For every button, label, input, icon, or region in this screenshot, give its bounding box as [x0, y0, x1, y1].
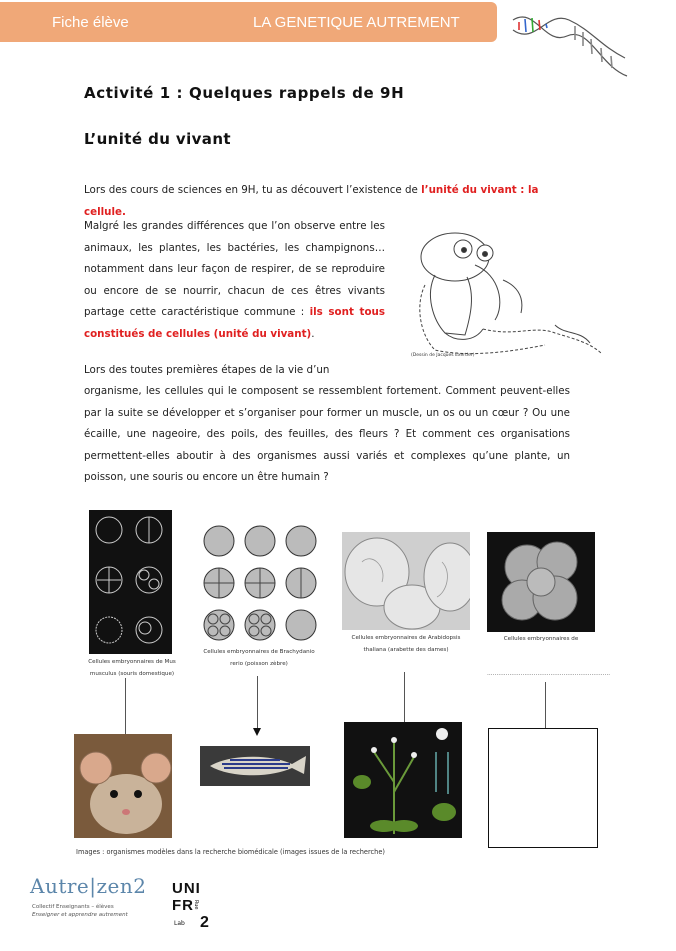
header-right-title: LA GENETIQUE AUTREMENT [253, 14, 460, 31]
cell-cartoon-illustration [405, 225, 605, 360]
header-banner [0, 2, 497, 42]
unknown-embryo-blank: ………………………………………………………… [487, 671, 611, 677]
fish-arrow-icon [253, 728, 261, 736]
unknown-connector-line [545, 682, 546, 734]
mouse-photo [74, 734, 172, 838]
header-left-label: Fiche élève [52, 14, 129, 31]
development-paragraph: organisme, les cellules qui le composent se ressemblent fortement. Comment peuvent-elles par la suite se développer et s’organiser pour former un muscle, un os ou un cœur ? Ou une écaille, une nageoire, des poils, des feuilles, des fleurs ? Et comment ces organisations permettent-elles aboutir à des organismes aussi variés et complexes qu’une plante, un poisson, une souris ou encore un être humain ? [84, 385, 570, 483]
empty-organism-box [488, 728, 598, 848]
fish-embryo-caption: Cellules embryonnaires de Brachydanio rerio (poisson zèbre) [203, 649, 315, 667]
intro-text: Lors des cours de sciences en 9H, tu as découvert l’existence de [84, 184, 422, 196]
autre-logo-text: Autre|zen2 [30, 874, 147, 898]
intro-highlight: l’unité du vivant : la cellule. [84, 184, 539, 218]
plant-connector-line [404, 672, 405, 722]
unifr-rue: Rue [193, 900, 199, 910]
diversity-highlight: ils sont tous constitués de cellules (unité du vivant) [84, 306, 385, 340]
unifr-lab: Lab [174, 920, 185, 927]
unifr-two: 2 [200, 914, 209, 931]
mouse-embryo-cells-image [89, 510, 172, 654]
unifr-line1: UNI [172, 880, 201, 897]
autre-logo-sub2: Enseigner et apprendre autrement [32, 912, 128, 918]
plant-embryo-cells-image [342, 532, 470, 630]
diversity-text: Malgré les grandes différences que l’on observe entre les animaux, les plantes, les bactéries, les champignons… notamment dans leur façon de respirer, de se reproduire ou encore de se nourrir, chacun de ces êtres vivants partage cette caractéristique commune : [84, 220, 385, 318]
cartoon-credit: (Dessin de Jacques Exertier) [411, 353, 475, 358]
activity-title: Activité 1 : Quelques rappels de 9H [84, 84, 405, 102]
unknown-embryo-cells-image [487, 532, 595, 632]
unifr-rue-lab-logo [172, 880, 232, 936]
zebrafish-photo [200, 746, 310, 786]
mouse-connector-line [125, 678, 126, 734]
diversity-end: . [311, 327, 315, 340]
fish-connector-line [257, 676, 258, 728]
section-title: L’unité du vivant [84, 130, 231, 148]
dna-helix-icon [505, 6, 635, 88]
development-paragraph-start: Lors des toutes premières étapes de la vie d’un [84, 364, 330, 376]
autre-logo-sub1: Collectif Enseignants – élèves [32, 904, 114, 910]
unknown-embryo-caption: Cellules embryonnaires de [503, 636, 579, 642]
arabidopsis-photo [344, 722, 462, 838]
fish-embryo-cells-image [201, 523, 319, 644]
plant-embryo-caption: Cellules embryonnaires de Arabidopsis thaliana (arabette des dames) [351, 635, 461, 653]
mouse-embryo-caption: Cellules embryonnaires de Mus musculus (souris domestique) [88, 659, 176, 677]
unifr-line2: FR [172, 897, 194, 914]
diversity-paragraph [84, 216, 385, 345]
images-caption: Images : organismes modèles dans la recherche biomédicale (images issues de la recherche) [76, 848, 385, 856]
autrezen2-logo [26, 868, 166, 938]
